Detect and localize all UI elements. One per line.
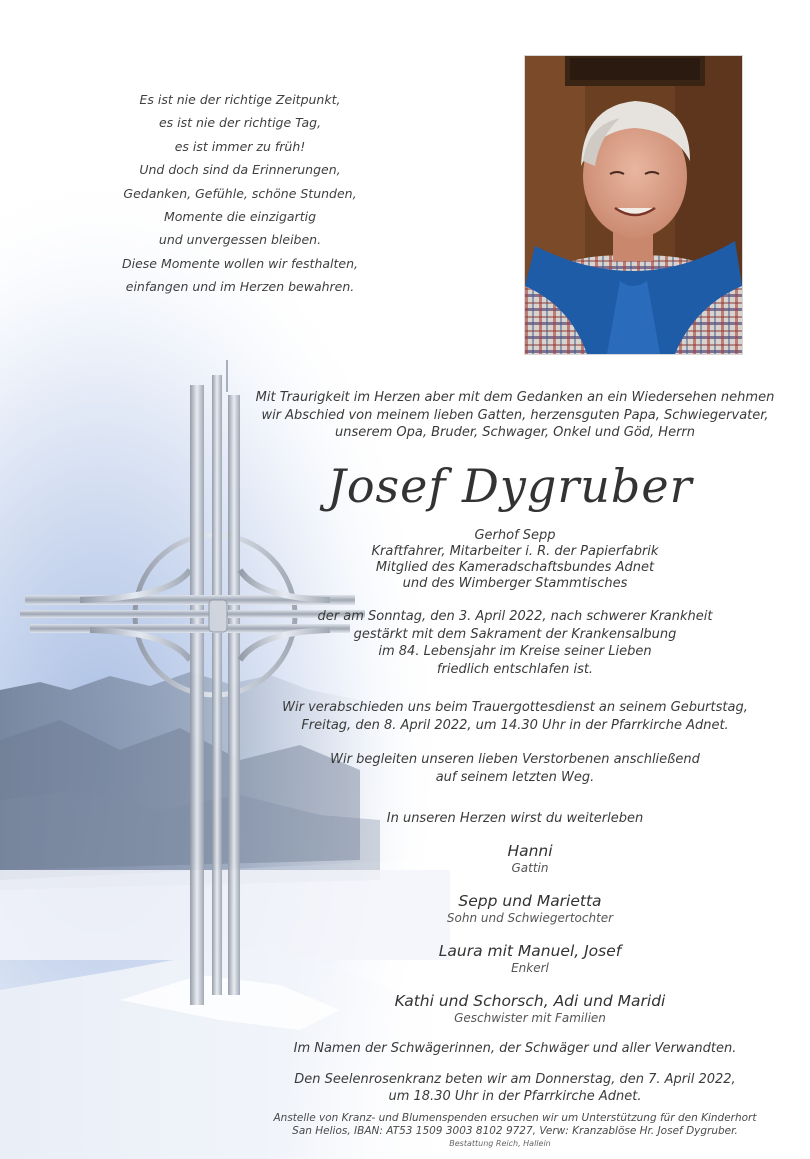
- passing-text: [230, 608, 800, 678]
- title-line: und des Wimberger Stammtisches: [402, 576, 628, 591]
- remembrance-line: In unseren Herzen wirst du weiterleben: [386, 811, 644, 826]
- mourner-role: Geschwister mit Familien: [454, 1011, 606, 1025]
- mourner-name: Laura mit Manuel, Josef: [438, 942, 622, 960]
- portrait-image: [525, 56, 742, 354]
- mourner: [270, 942, 790, 976]
- mourner-name: Kathi und Schorsch, Adi und Maridi: [394, 992, 666, 1010]
- mourner-role: Enkerl: [511, 961, 549, 975]
- poem-line: einfangen und im Herzen bewahren.: [125, 279, 355, 295]
- mourner: [270, 892, 790, 926]
- title-line: Kraftfahrer, Mitarbeiter i. R. der Papierfabrik: [371, 544, 659, 559]
- accompany-text: [230, 751, 800, 787]
- title-line: Mitglied des Kameradschaftsbundes Adnet: [375, 560, 655, 575]
- rosary-text: [230, 1072, 800, 1105]
- accompany-line: Wir begleiten unseren lieben Verstorbenen anschließend: [330, 752, 700, 767]
- poem-line: und unvergessen bleiben.: [158, 232, 322, 248]
- deceased-name: Josef Dygruber: [327, 459, 693, 513]
- intro-line: Mit Traurigkeit im Herzen aber mit dem Gedanken an ein Wiedersehen nehmen: [255, 390, 775, 405]
- intro-text: [230, 389, 800, 442]
- mourner-name: Sepp und Marietta: [458, 892, 602, 910]
- intro-line: wir Abschied von meinem lieben Gatten, herzensguten Papa, Schwiegervater,: [261, 407, 769, 423]
- mourner-role: Sohn und Schwiegertochter: [446, 911, 614, 925]
- portrait-photo: [524, 55, 743, 355]
- mourner: [270, 992, 790, 1026]
- donation-line: San Helios, IBAN: AT53 1509 3003 8102 9727, Verw: Kranzablöse Hr. Josef Dygruber.: [292, 1125, 738, 1137]
- poem-line: Diese Momente wollen wir festhalten,: [121, 255, 358, 271]
- poem-line: es ist immer zu früh!: [174, 138, 306, 154]
- passing-line: der am Sonntag, den 3. April 2022, nach schwerer Krankheit: [317, 609, 713, 624]
- titles: [230, 528, 800, 592]
- mourner-role: Gattin: [511, 861, 549, 875]
- rosary-line: Den Seelenrosenkranz beten wir am Donnerstag, den 7. April 2022,: [294, 1072, 736, 1087]
- poem-line: Gedanken, Gefühle, schöne Stunden,: [123, 185, 357, 201]
- funeral-home: Bestattung Reich, Hallein: [449, 1139, 551, 1148]
- poem-line: es ist nie der richtige Tag,: [158, 115, 322, 131]
- poem-line: Es ist nie der richtige Zeitpunkt,: [139, 92, 341, 107]
- title-line: Gerhof Sepp: [474, 528, 556, 543]
- passing-line: gestärkt mit dem Sakrament der Krankensalbung: [353, 626, 677, 642]
- donation-line: Anstelle von Kranz- und Blumenspenden ersuchen wir um Unterstützung für den Kinderhort: [273, 1112, 757, 1124]
- closing-text: Im Namen der Schwägerinnen, der Schwäger und aller Verwandten.: [293, 1041, 737, 1056]
- service-line: Freitag, den 8. April 2022, um 14.30 Uhr in der Pfarrkirche Adnet.: [301, 717, 729, 733]
- service-text: [230, 699, 800, 734]
- service-line: Wir verabschieden uns beim Trauergottesdienst an seinem Geburtstag,: [282, 700, 748, 715]
- donation-note: [230, 1112, 800, 1138]
- passing-line: friedlich entschlafen ist.: [436, 661, 594, 677]
- mourner-name: Hanni: [507, 842, 553, 860]
- poem: [100, 88, 380, 299]
- accompany-line: auf seinem letzten Weg.: [435, 770, 595, 785]
- poem-line: Momente die einzigartig: [163, 209, 317, 225]
- passing-line: im 84. Lebensjahr im Kreise seiner Lieben: [378, 644, 652, 660]
- poem-line: Und doch sind da Erinnerungen,: [139, 162, 341, 178]
- intro-line: unserem Opa, Bruder, Schwager, Onkel und Göd, Herrn: [334, 425, 696, 440]
- mourner: [270, 842, 790, 876]
- rosary-line: um 18.30 Uhr in der Pfarrkirche Adnet.: [388, 1088, 642, 1104]
